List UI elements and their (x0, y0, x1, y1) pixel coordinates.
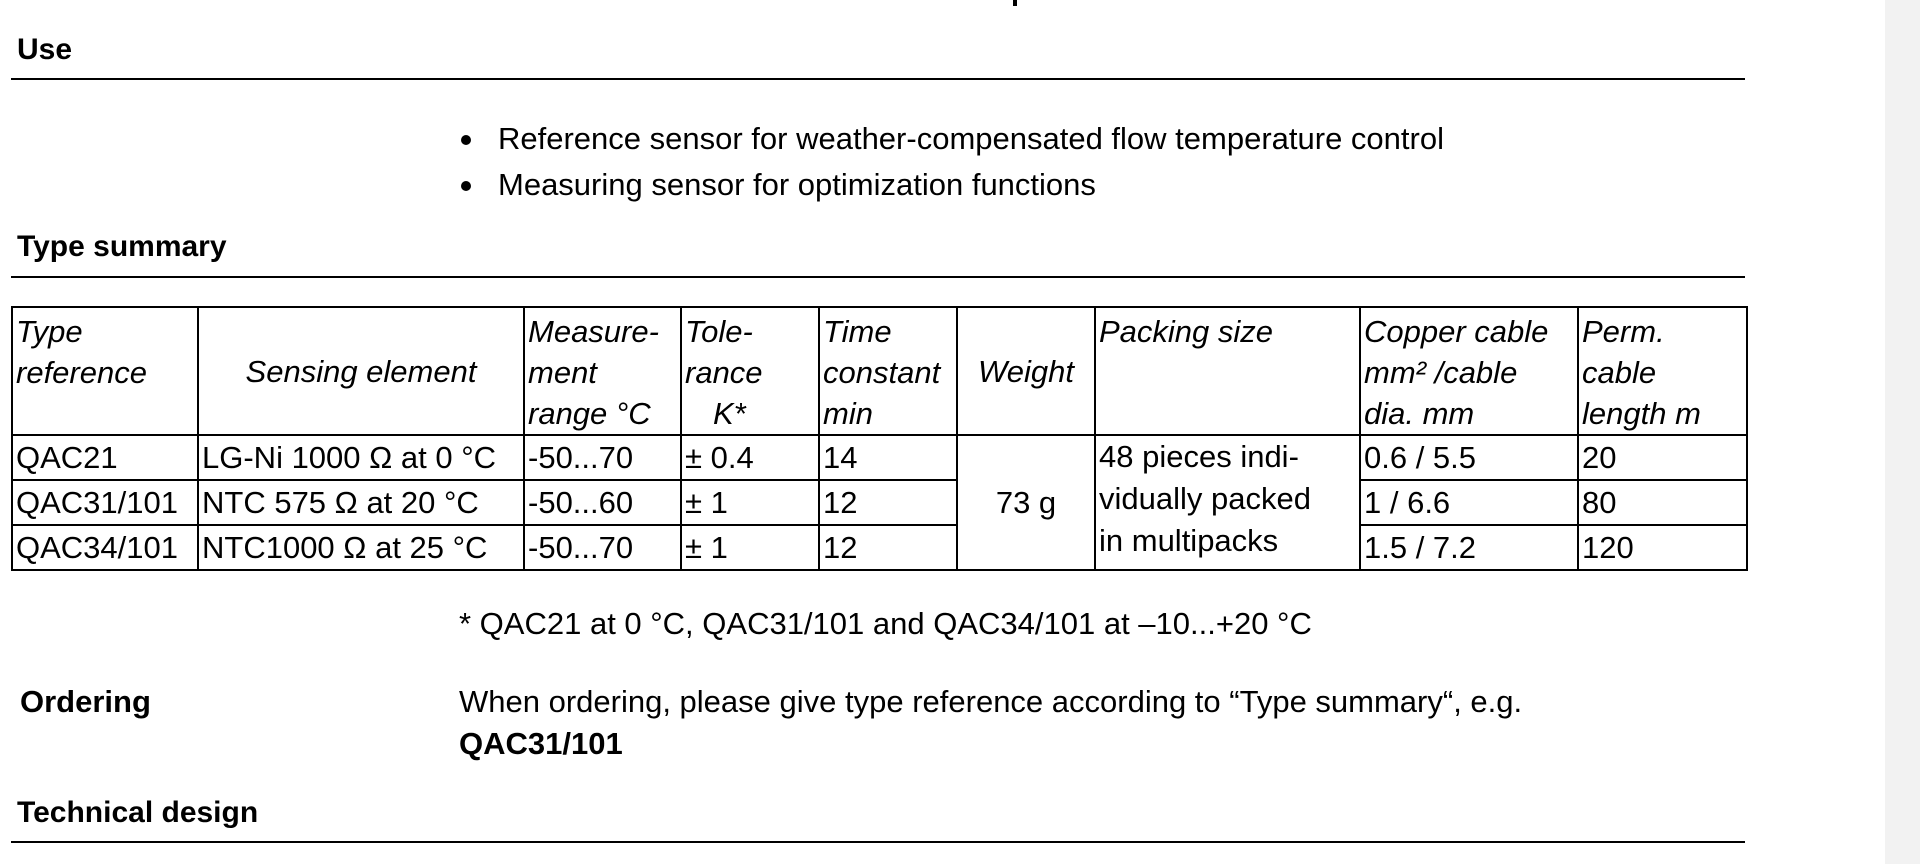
header-measurement-range: Measure- ment range °C (524, 307, 681, 435)
type-summary-table (11, 306, 1748, 571)
header-packing-size: Packing size (1095, 307, 1360, 435)
cell-packing-size: 48 pieces indi- vidually packed in multipacks (1095, 435, 1360, 570)
cell-time-constant: 14 (819, 435, 957, 480)
header-copper-cable: Copper cable mm² /cable dia. mm (1360, 307, 1578, 435)
header-weight: Weight (957, 307, 1095, 435)
cell-sensing-element: NTC 575 Ω at 20 °C (198, 480, 524, 525)
cell-sensing-element: NTC1000 Ω at 25 °C (198, 525, 524, 570)
table-row (12, 480, 1747, 525)
technical-design-rule (11, 841, 1745, 843)
table-row (12, 525, 1747, 570)
cell-time-constant: 12 (819, 525, 957, 570)
table-header-row (12, 307, 1747, 435)
ordering-text (459, 681, 1522, 765)
cell-type-reference: QAC34/101 (12, 525, 198, 570)
cell-weight: 73 g (957, 435, 1095, 570)
cell-cable-length: 120 (1578, 525, 1747, 570)
type-summary-rule (11, 276, 1745, 278)
use-bullet-item: Measuring sensor for optimization functions (458, 162, 1444, 208)
use-bullet-item: Reference sensor for weather-compensated flow temperature control (458, 116, 1444, 162)
cell-copper-cable: 1.5 / 7.2 (1360, 525, 1578, 570)
ordering-example: QAC31/101 (459, 726, 623, 761)
header-time-constant: Time constant min (819, 307, 957, 435)
ordering-heading: Ordering (20, 684, 151, 719)
use-heading-rule (11, 78, 1745, 80)
cell-cable-length: 80 (1578, 480, 1747, 525)
cell-type-reference: QAC31/101 (12, 480, 198, 525)
cell-tolerance: ± 1 (681, 525, 819, 570)
type-summary-heading: Type summary (17, 230, 227, 263)
cell-cable-length: 20 (1578, 435, 1747, 480)
cell-copper-cable: 0.6 / 5.5 (1360, 435, 1578, 480)
cell-measurement-range: -50...70 (524, 435, 681, 480)
technical-design-heading: Technical design (17, 796, 259, 829)
cell-measurement-range: -50...60 (524, 480, 681, 525)
page-top-mark (1013, 0, 1017, 6)
header-tolerance: Tole- rance K* (681, 307, 819, 435)
cell-sensing-element: LG-Ni 1000 Ω at 0 °C (198, 435, 524, 480)
ordering-instruction: When ordering, please give type reference according to “Type summary“, e.g. (459, 684, 1523, 719)
cell-tolerance: ± 1 (681, 480, 819, 525)
cell-copper-cable: 1 / 6.6 (1360, 480, 1578, 525)
header-cable-length: Perm. cable length m (1578, 307, 1747, 435)
cell-measurement-range: -50...70 (524, 525, 681, 570)
header-type-reference: Type reference (12, 307, 198, 435)
tolerance-footnote: * QAC21 at 0 °C, QAC31/101 and QAC34/101 at –10...+20 °C (459, 606, 1312, 641)
cell-tolerance: ± 0.4 (681, 435, 819, 480)
use-heading: Use (17, 33, 73, 66)
cell-type-reference: QAC21 (12, 435, 198, 480)
cell-time-constant: 12 (819, 480, 957, 525)
table-row (12, 435, 1747, 480)
viewer-scroll-gutter[interactable] (1885, 0, 1920, 864)
header-sensing-element: Sensing element (198, 307, 524, 435)
use-bullet-list (458, 116, 1444, 208)
